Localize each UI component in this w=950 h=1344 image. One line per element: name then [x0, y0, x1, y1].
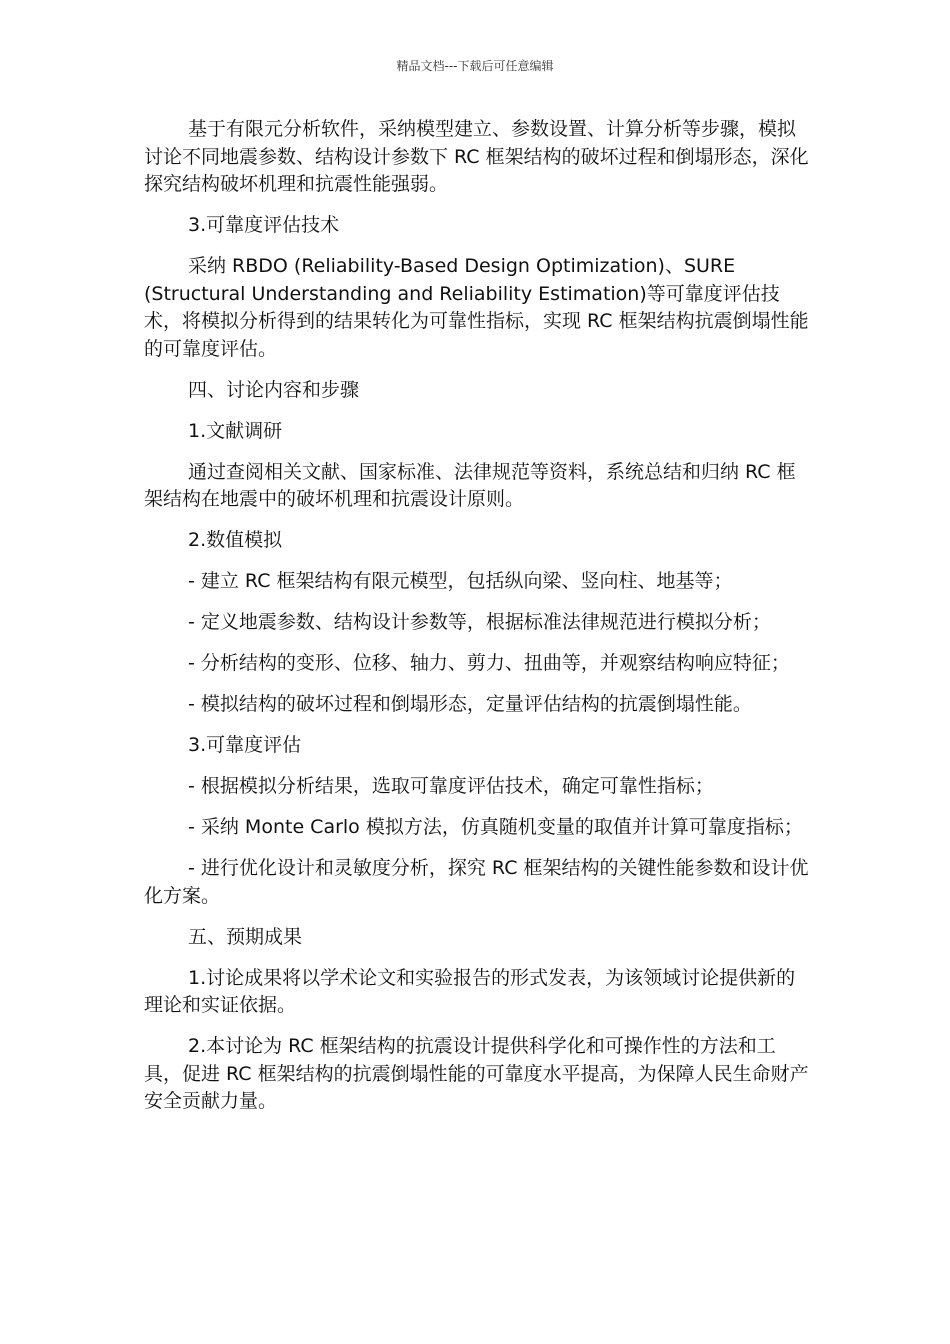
- list-item: - 根据模拟分析结果，选取可靠度评估技术，确定可靠性指标；: [188, 775, 714, 797]
- document-body: [144, 116, 812, 1129]
- paragraph-literature-review: 通过查阅相关文献、国家标准、法律规范等资料，系统总结和归纳 RC 框架结构在地震中的破坏机理和抗震设计原则。: [144, 460, 796, 510]
- paragraph-fem-simulation: 基于有限元分析软件，采纳模型建立、参数设置、计算分析等步骤，模拟讨论不同地震参数、结构设计参数下 RC 框架结构的破坏过程和倒塌形态，深化探究结构破坏机理和抗震性能强弱。: [144, 118, 809, 195]
- list-item: - 模拟结构的破坏过程和倒塌形态，定量评估结构的抗震倒塌性能。: [188, 693, 752, 715]
- list-item: - 定义地震参数、结构设计参数等，根据标准法律规范进行模拟分析；: [188, 611, 771, 633]
- heading-numerical-simulation: 2.数值模拟: [188, 529, 283, 551]
- page-header: 精品文档---下载后可任意编辑: [396, 59, 554, 73]
- heading-reliability-technique: 3.可靠度评估技术: [188, 214, 340, 236]
- section-heading-research-content: 四、讨论内容和步骤: [188, 378, 360, 401]
- paragraph-expected-result-2: 2.本讨论为 RC 框架结构的抗震设计提供科学化和可操作性的方法和工具，促进 RC 框架结构的抗震倒塌性能的可靠度水平提高，为保障人民生命财产安全贡献力量。: [144, 1035, 809, 1112]
- heading-reliability-assessment: 3.可靠度评估: [188, 734, 302, 756]
- list-item: - 建立 RC 框架结构有限元模型，包括纵向梁、竖向柱、地基等；: [188, 570, 733, 592]
- list-item: - 采纳 Monte Carlo 模拟方法，仿真随机变量的取值并计算可靠度指标；: [188, 816, 803, 838]
- list-item: - 分析结构的变形、位移、轴力、剪力、扭曲等，并观察结构响应特征；: [188, 652, 790, 674]
- paragraph-expected-result-1: 1.讨论成果将以学术论文和实验报告的形式发表，为该领域讨论提供新的理论和实证依据。: [144, 966, 796, 1016]
- list-item: - 进行优化设计和灵敏度分析，探究 RC 框架结构的关键性能参数和设计优化方案。: [144, 857, 809, 907]
- section-heading-expected-results: 五、预期成果: [188, 925, 303, 948]
- heading-literature-review: 1.文献调研: [188, 419, 283, 442]
- paragraph-rbdo-sure: 采纳 RBDO (Reliability-Based Design Optimization)、SURE (Structural Understanding and Reliability Estimation)等可靠度评估技术，将模拟分析得到的结果转化为可靠性指标，实现 RC 框架结构抗震倒塌性能的可靠度评估。: [144, 255, 809, 360]
